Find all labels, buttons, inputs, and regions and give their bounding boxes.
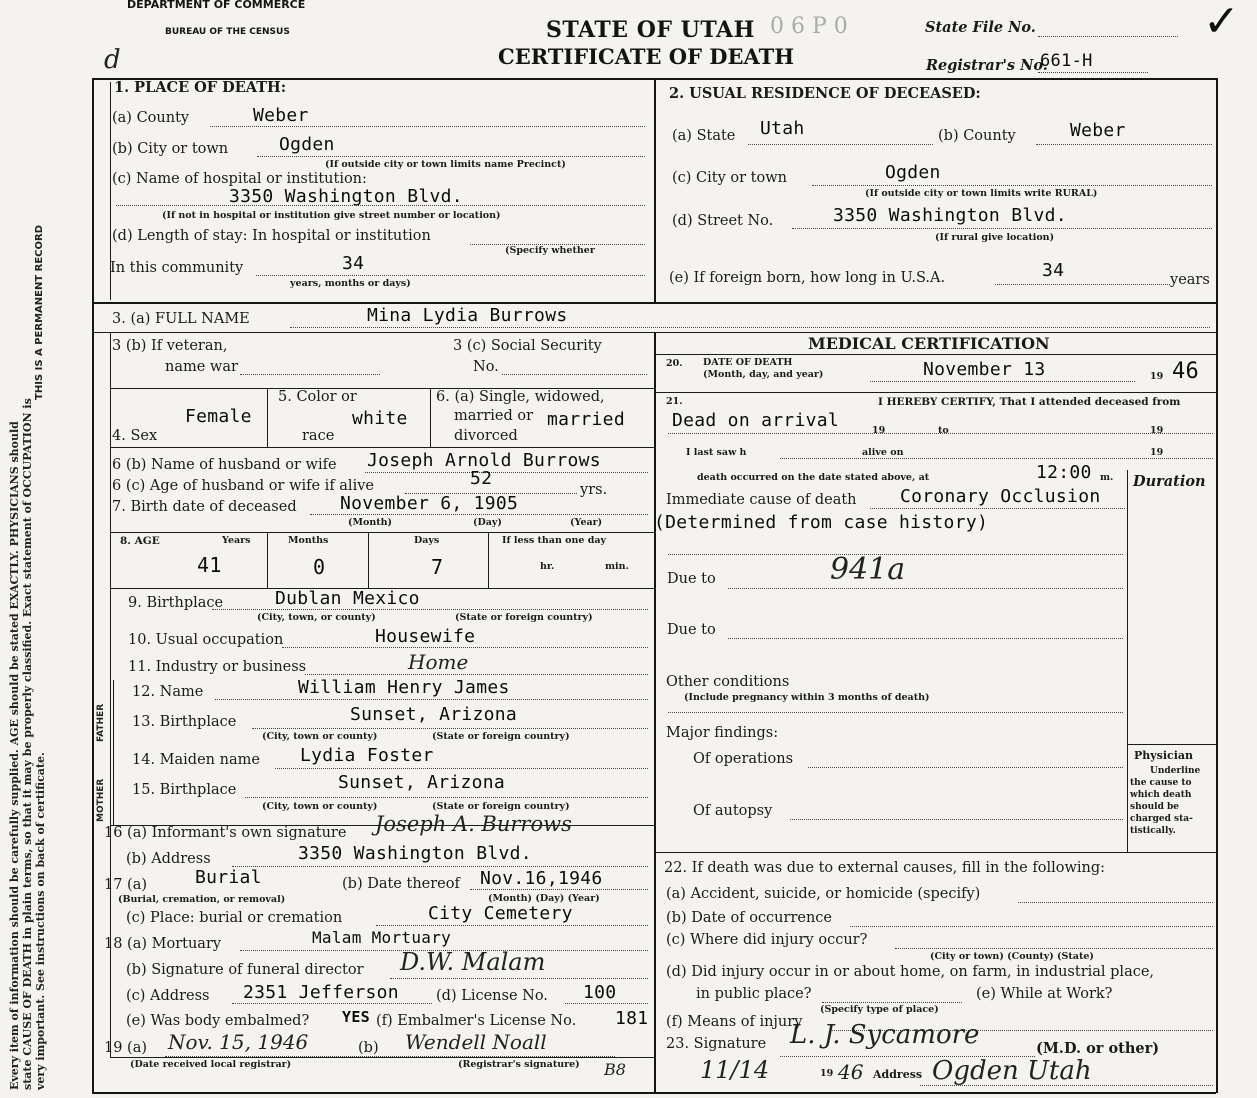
sex-label: 4. Sex (112, 428, 158, 444)
registrar-date-note: (Date received local registrar) (130, 1059, 292, 1070)
age-under-label: If less than one day (502, 535, 607, 546)
pod-hospital-value: 3350 Washington Blvd. (229, 186, 463, 207)
external-b: (b) Date of occurrence (666, 910, 832, 926)
death-year-prefix: 19 (1150, 371, 1164, 382)
father-birth-value: Sunset, Arizona (350, 704, 518, 725)
physician-note-4: should be (1130, 802, 1180, 812)
occupation-value: Housewife (375, 626, 476, 647)
burial-note: (Burial, cremation, or removal) (118, 894, 286, 905)
age-days-label: Days (414, 535, 440, 546)
corner-mark: d (104, 45, 121, 75)
pod-specify-note: (Specify whether (505, 245, 595, 256)
director-signature: D.W. Malam (400, 948, 546, 976)
external-d: (d) Did injury occur in or about home, on farm, in industrial place, (666, 964, 1155, 980)
attended-to: to (938, 425, 949, 436)
birthplace-value: Dublan Mexico (275, 588, 420, 609)
color-value: white (352, 408, 408, 429)
res-county-value: Weber (1070, 120, 1126, 141)
color-label: 5. Color or (278, 389, 357, 405)
industry-label: 11. Industry or business (128, 659, 307, 675)
pod-community-label: In this community (110, 260, 244, 276)
sex-value: Female (185, 406, 252, 427)
age-min-label: min. (605, 561, 629, 572)
marital-label-3: divorced (454, 428, 518, 444)
immediate-cause-value: Coronary Occlusion (900, 486, 1101, 507)
registrar-date-received: Nov. 15, 1946 (168, 1030, 309, 1054)
embalmer-license-value: 181 (615, 1008, 649, 1029)
pod-city-value: Ogden (279, 134, 335, 155)
mortuary-field-label: 18 (a) Mortuary (104, 936, 222, 952)
pod-city-label: (b) City or town (112, 141, 229, 157)
external-f: (f) Means of injury (666, 1014, 803, 1030)
file-stamp: 0 6 P 0 (770, 14, 848, 39)
res-street-value: 3350 Washington Blvd. (833, 205, 1067, 226)
physician-note-1: Underline (1150, 766, 1201, 776)
license-label: (d) License No. (436, 988, 548, 1004)
signature-address-label: Address (873, 1068, 923, 1081)
certify-num: 21. (666, 396, 683, 407)
immediate-cause-label: Immediate cause of death (666, 492, 857, 508)
father-birth-note-2: (State or foreign country) (432, 731, 570, 742)
registrar-no-label: Registrar's No. (926, 57, 1048, 74)
age-days-value: 7 (431, 555, 444, 579)
bureau-label: BUREAU OF THE CENSUS (165, 27, 290, 37)
registrar-field-label: 19 (a) (104, 1040, 148, 1056)
burial-place-label: (c) Place: burial or cremation (126, 910, 343, 926)
autopsy-label: Of autopsy (693, 803, 773, 819)
birthplace-label: 9. Birthplace (128, 595, 224, 611)
external-d-note: (Specify type of place) (820, 1004, 939, 1015)
marital-label-1: 6. (a) Single, widowed, (436, 389, 605, 405)
margin-line-1: Every item of information should be carefully supplied. AGE should be stated EXACTLY. PHYSICIANS should (8, 421, 21, 1090)
informant-address-label: (b) Address (126, 851, 211, 867)
full-name-value: Mina Lydia Burrows (367, 305, 568, 326)
burial-date-note: (Month) (Day) (Year) (488, 893, 600, 904)
burial-label: 17 (a) (104, 877, 148, 893)
death-time-value: 12:00 (1036, 462, 1092, 483)
embalmed-label: (e) Was body embalmed? (126, 1013, 310, 1029)
res-foreign-unit: years (1170, 272, 1210, 288)
death-time-suffix: m. (1100, 472, 1114, 483)
pod-hospital-label: (c) Name of hospital or institution: (112, 171, 367, 187)
physician-note-2: the cause to (1130, 778, 1192, 788)
alive-on-label: alive on (862, 447, 904, 458)
father-name-value: William Henry James (298, 677, 510, 698)
veteran-war-label: name war (165, 359, 238, 375)
full-name-label: 3. (a) FULL NAME (112, 311, 250, 327)
res-street-label: (d) Street No. (672, 213, 774, 229)
attended-19b: 19 (1150, 425, 1164, 436)
industry-value: Home (408, 650, 469, 674)
age-years-label: Years (222, 535, 251, 546)
signature-date: 11/14 (700, 1056, 770, 1084)
external-c: (c) Where did injury occur? (666, 932, 868, 948)
birth-year-note: (Year) (570, 517, 603, 528)
certificate-title: CERTIFICATE OF DEATH (498, 44, 795, 69)
veteran-label: 3 (b) If veteran, (112, 338, 228, 354)
attended-value: Dead on arrival (672, 410, 840, 431)
age-hr-label: hr. (540, 561, 555, 572)
birthplace-note-2: (State or foreign country) (455, 612, 593, 623)
mortuary-value: Malam Mortuary (312, 928, 452, 947)
pod-community-note: years, months or days) (290, 278, 411, 289)
check-mark-icon: ✓ (1203, 0, 1240, 47)
embalmed-value: YES (342, 1008, 370, 1026)
death-date-sub: (Month, day, and year) (703, 369, 824, 380)
res-city-value: Ogden (885, 162, 941, 183)
spouse-age-label: 6 (c) Age of husband or wife if alive (112, 478, 374, 494)
due-to-2-label: Due to (667, 622, 716, 638)
registrar-sig-note: (Registrar's signature) (458, 1059, 580, 1070)
due-to-1-label: Due to (667, 571, 716, 587)
burial-place-value: City Cemetery (428, 903, 573, 924)
father-name-label: 12. Name (132, 684, 204, 700)
pod-county-value: Weber (253, 105, 309, 126)
res-foreign-value: 34 (1042, 260, 1065, 281)
signature-address: Ogden Utah (932, 1056, 1092, 1086)
age-years-value: 41 (197, 553, 222, 577)
external-a: (a) Accident, suicide, or homicide (specify) (666, 886, 981, 902)
margin-line-2: state CAUSE OF DEATH in plain terms, so that it may be properly classified. Exact statement of OCCUPATION is (21, 398, 34, 1090)
res-county-label: (b) County (938, 128, 1016, 144)
res-state-label: (a) State (672, 128, 736, 144)
place-of-death-heading: 1. PLACE OF DEATH: (114, 79, 287, 96)
state-file-label: State File No. (925, 19, 1036, 36)
mortuary-address-value: 2351 Jefferson (243, 982, 399, 1003)
mother-birth-label: 15. Birthplace (132, 782, 237, 798)
signature-year-prefix: 19 (820, 1068, 834, 1079)
mother-side-label: MOTHER (96, 778, 106, 822)
residence-heading: 2. USUAL RESIDENCE OF DECEASED: (669, 85, 981, 102)
state-title: STATE OF UTAH (546, 17, 755, 43)
father-side-label: FATHER (96, 703, 106, 742)
margin-line-3: very important. See instructions on back of certificate. (34, 752, 47, 1090)
burial-value: Burial (195, 867, 262, 888)
due-to-1-mark: 941a (830, 552, 906, 587)
marital-value: married (547, 409, 625, 430)
determined-note: (Determined from case history) (654, 512, 989, 533)
mother-maiden-label: 14. Maiden name (132, 752, 260, 768)
res-foreign-label: (e) If foreign born, how long in U.S.A. (669, 270, 946, 286)
department-label: DEPARTMENT OF COMMERCE (127, 0, 306, 11)
res-city-label: (c) City or town (672, 170, 787, 186)
spouse-age-unit: yrs. (580, 482, 608, 498)
margin-instructions (8, 398, 47, 1090)
death-date-num: 20. (666, 358, 683, 369)
pod-hospital-note: (If not in hospital or institution give street number or location) (162, 210, 501, 221)
death-year-value: 46 (1172, 359, 1200, 384)
informant-sig-label: 16 (a) Informant's own signature (104, 825, 347, 841)
res-street-note: (If rural give location) (935, 232, 1055, 243)
physician-note-5: charged sta- (1130, 814, 1193, 824)
ss-label: 3 (c) Social Security (453, 338, 602, 354)
race-label: race (302, 428, 335, 444)
major-findings-label: Major findings: (666, 725, 779, 741)
registrar-initials: B8 (604, 1060, 626, 1079)
informant-signature: Joseph A. Burrows (375, 812, 572, 836)
medical-heading: MEDICAL CERTIFICATION (808, 334, 1050, 353)
spouse-age-value: 52 (470, 468, 493, 489)
mortuary-address-label: (c) Address (126, 988, 210, 1004)
birth-date-label: 7. Birth date of deceased (112, 499, 297, 515)
attended-19: 19 (872, 425, 886, 436)
mother-maiden-value: Lydia Foster (300, 745, 434, 766)
alive-19: 19 (1150, 447, 1164, 458)
burial-date-label: (b) Date thereof (342, 876, 460, 892)
occupation-label: 10. Usual occupation (128, 632, 284, 648)
birthplace-note-1: (City, town, or county) (257, 612, 376, 623)
res-state-value: Utah (760, 118, 805, 139)
age-label: 8. AGE (120, 535, 160, 547)
birth-day-note: (Day) (473, 517, 502, 528)
last-saw-label: I last saw h (686, 447, 747, 458)
embalmer-license-label: (f) Embalmer's License No. (376, 1013, 577, 1029)
father-birth-label: 13. Birthplace (132, 714, 237, 730)
death-occurred-label: death occurred on the date stated above, at (697, 472, 930, 483)
physician-note-3: which death (1130, 790, 1192, 800)
signature-year: 46 (838, 1060, 864, 1084)
registrar-no-value: 661-H (1040, 51, 1093, 71)
certify-text: I HEREBY CERTIFY, That I attended deceased from (878, 396, 1181, 408)
physician-signature: L. J. Sycamore (790, 1020, 980, 1050)
other-conditions-label: Other conditions (666, 674, 790, 690)
physician-title: Physician (1134, 749, 1194, 762)
birth-month-note: (Month) (348, 517, 393, 528)
other-conditions-note: (Include pregnancy within 3 months of death) (684, 692, 930, 703)
md-label: (M.D. or other) (1036, 1040, 1160, 1057)
mother-birth-note-2: (State or foreign country) (432, 801, 570, 812)
death-date-label: DATE OF DEATH (703, 357, 793, 368)
permanent-record-note: THIS IS A PERMANENT RECORD (34, 224, 45, 400)
burial-date-value: Nov.16,1946 (480, 868, 603, 889)
age-months-value: 0 (313, 555, 326, 579)
signature-label: 23. Signature (666, 1036, 767, 1052)
duration-label: Duration (1133, 473, 1206, 490)
operations-label: Of operations (693, 751, 794, 767)
external-c-note: (City or town) (County) (State) (930, 951, 1094, 962)
spouse-label: 6 (b) Name of husband or wife (112, 457, 337, 473)
res-city-note: (If outside city or town limits write RURAL) (865, 188, 1098, 199)
age-months-label: Months (288, 535, 329, 546)
license-value: 100 (583, 982, 617, 1003)
external-d2: in public place? (696, 986, 812, 1002)
birth-date-value: November 6, 1905 (340, 493, 519, 514)
marital-label-2: married or (454, 408, 534, 424)
pod-stay-label: (d) Length of stay: In hospital or institution (112, 228, 431, 244)
pod-county-label: (a) County (112, 110, 190, 126)
spouse-value: Joseph Arnold Burrows (367, 450, 601, 471)
death-date-value: November 13 (923, 359, 1046, 380)
registrar-b-label: (b) (358, 1040, 379, 1056)
informant-address-value: 3350 Washington Blvd. (298, 843, 532, 864)
external-e: (e) While at Work? (976, 986, 1113, 1002)
father-birth-note-1: (City, town or county) (262, 731, 378, 742)
physician-note-6: tistically. (1130, 826, 1176, 836)
pod-city-note: (If outside city or town limits name Precinct) (325, 159, 566, 170)
ss-no-label: No. (473, 359, 499, 375)
director-sig-label: (b) Signature of funeral director (126, 962, 364, 978)
mother-birth-value: Sunset, Arizona (338, 772, 506, 793)
registrar-signature: Wendell Noall (405, 1030, 547, 1054)
pod-community-value: 34 (342, 253, 365, 274)
external-heading: 22. If death was due to external causes, fill in the following: (664, 860, 1106, 876)
mother-birth-note-1: (City, town or county) (262, 801, 378, 812)
